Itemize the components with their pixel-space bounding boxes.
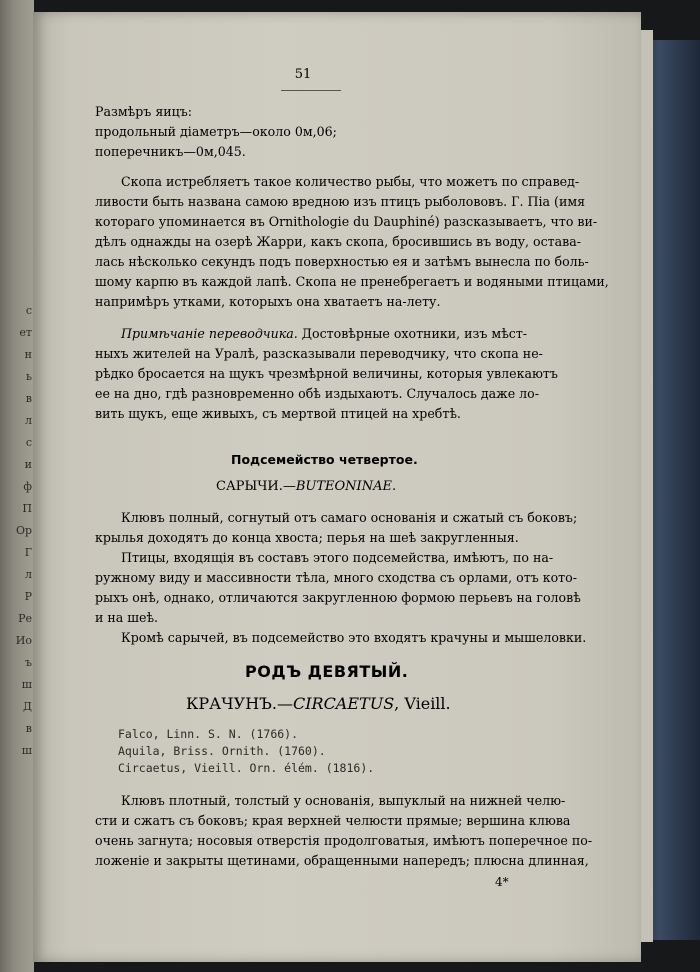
fragment: ет (19, 326, 32, 339)
paragraph-line: Скопа истребляетъ такое количество рыбы, что можетъ по справед- (121, 174, 580, 189)
fragment: и (24, 458, 32, 471)
translator-note-line: ныхъ жителей на Уралѣ, разсказывали переводчику, что скопа не- (95, 346, 543, 361)
genus-line: очень загнута; носовыя отверстія продолговатыя, имѣютъ поперечное по- (95, 833, 593, 848)
genus-name-latin: CIRCAETUS (292, 694, 395, 713)
fragment: л (25, 568, 32, 581)
left-page-fragments (0, 300, 34, 762)
signature-mark: 4* (495, 875, 509, 889)
paragraph-line: лась нѣсколько секундъ подъ поверхностью ея и затѣмъ вынесла по боль- (95, 254, 589, 269)
fragment: Ре (18, 612, 32, 625)
fragment: Ио (15, 634, 32, 647)
egg-size-line: поперечникъ—0м,045. (95, 144, 246, 159)
paragraph-line: ливости быть названа самою вредною изъ птицъ рыболововъ. Г. Піа (имя (95, 194, 586, 209)
fragment: н (24, 348, 32, 361)
genus-heading: РОДЪ ДЕВЯТЫЙ. (245, 662, 409, 681)
fragment: ш (21, 744, 32, 757)
page-number-rule (281, 90, 341, 91)
genus-line: Клювъ плотный, толстый у основанія, выпуклый на нижней челю- (121, 793, 566, 808)
subfamily-name-latin: BUTEONINAE. (295, 479, 397, 494)
fragment: ь (26, 370, 32, 383)
paragraph-line: дѣлъ однажды на озерѣ Жарри, какъ скопа, бросившись въ воду, остава- (95, 234, 581, 249)
fragment: в (25, 722, 32, 735)
fragment: Г (24, 546, 32, 559)
paragraph-line: напримѣръ утками, которыхъ она хватаетъ на-лету. (95, 294, 441, 309)
translator-note-text: Достовѣрные охотники, изъ мѣст- (297, 326, 528, 341)
synonym-line: Circaetus, Vieill. Orn. élém. (1816). (118, 761, 375, 775)
translator-note-line: ее на дно, гдѣ разновременно обѣ издыхаютъ. Случалось даже ло- (95, 386, 540, 401)
genus-line: ложеніе и закрыты щетинами, обращенными напередъ; плюсна длинная, (95, 853, 589, 868)
translator-note-line: рѣдко бросается на щукъ чрезмѣрной величины, которыя увлекаютъ (95, 366, 558, 381)
subfamily-name (216, 478, 396, 496)
page-number: 51 (294, 67, 312, 82)
paragraph-line: шому карпю въ каждой лапѣ. Скопа не пренебрегаетъ и водяными птицами, (95, 274, 609, 289)
genus-name (186, 694, 451, 713)
fragment: Д (23, 700, 32, 713)
paragraph-line: котораго упоминается въ Ornithologie du Dauphiné) разсказываетъ, что ви- (95, 214, 598, 229)
fragment: ъ (25, 656, 32, 669)
genus-line: сти и сжатъ съ боковъ; края верхней челюсти прямые; вершина клюва (95, 813, 571, 828)
page-stack-edge (641, 30, 653, 942)
fragment: Ор (15, 524, 32, 537)
translator-note-line (121, 325, 527, 343)
subfamily-heading: Подсемейство четвертое. (231, 452, 418, 467)
egg-size-heading: Размѣръ яицъ: (95, 104, 193, 119)
fragment: в (25, 392, 32, 405)
synonym-line: Falco, Linn. S. N. (1766). (118, 727, 299, 741)
subfamily-line: и на шеѣ. (95, 610, 159, 625)
subfamily-line: рыхъ онѣ, однако, отличаются закругленною формою перьевъ на головѣ (95, 590, 581, 605)
fragment: ш (21, 678, 32, 691)
genus-name-author: , Vieill. (394, 694, 451, 713)
subfamily-line: крылья доходятъ до конца хвоста; перья на шеѣ закругленныя. (95, 530, 519, 545)
egg-size-line: продольный діаметръ—около 0м,06; (95, 124, 337, 139)
translator-note-label: Примѣчаніе переводчика. (121, 326, 298, 341)
fragment: с (25, 304, 32, 317)
subfamily-line: Птицы, входящія въ составъ этого подсемейства, имѣютъ, по на- (121, 550, 554, 565)
book-page (33, 12, 641, 962)
fragment: П (22, 502, 32, 515)
fragment: с (25, 436, 32, 449)
fragment: ф (23, 480, 32, 493)
left-page-edge (0, 0, 34, 972)
fragment: л (25, 414, 32, 427)
subfamily-name-ru: САРЫЧИ.— (216, 479, 296, 494)
synonym-line: Aquila, Briss. Ornith. (1760). (118, 744, 326, 758)
subfamily-line: ружному виду и массивности тѣла, много сходства съ орлами, отъ кото- (95, 570, 577, 585)
subfamily-line: Клювъ полный, согнутый отъ самаго основанія и сжатый съ боковъ; (121, 510, 578, 525)
fragment: Р (24, 590, 32, 603)
translator-note-line: вить щукъ, еще живыхъ, съ мертвой птицей на хребтѣ. (95, 406, 461, 421)
subfamily-line: Кромѣ сарычей, въ подсемейство это входятъ крачуны и мышеловки. (121, 630, 587, 645)
genus-name-ru: КРАЧУНЪ.— (186, 694, 293, 713)
